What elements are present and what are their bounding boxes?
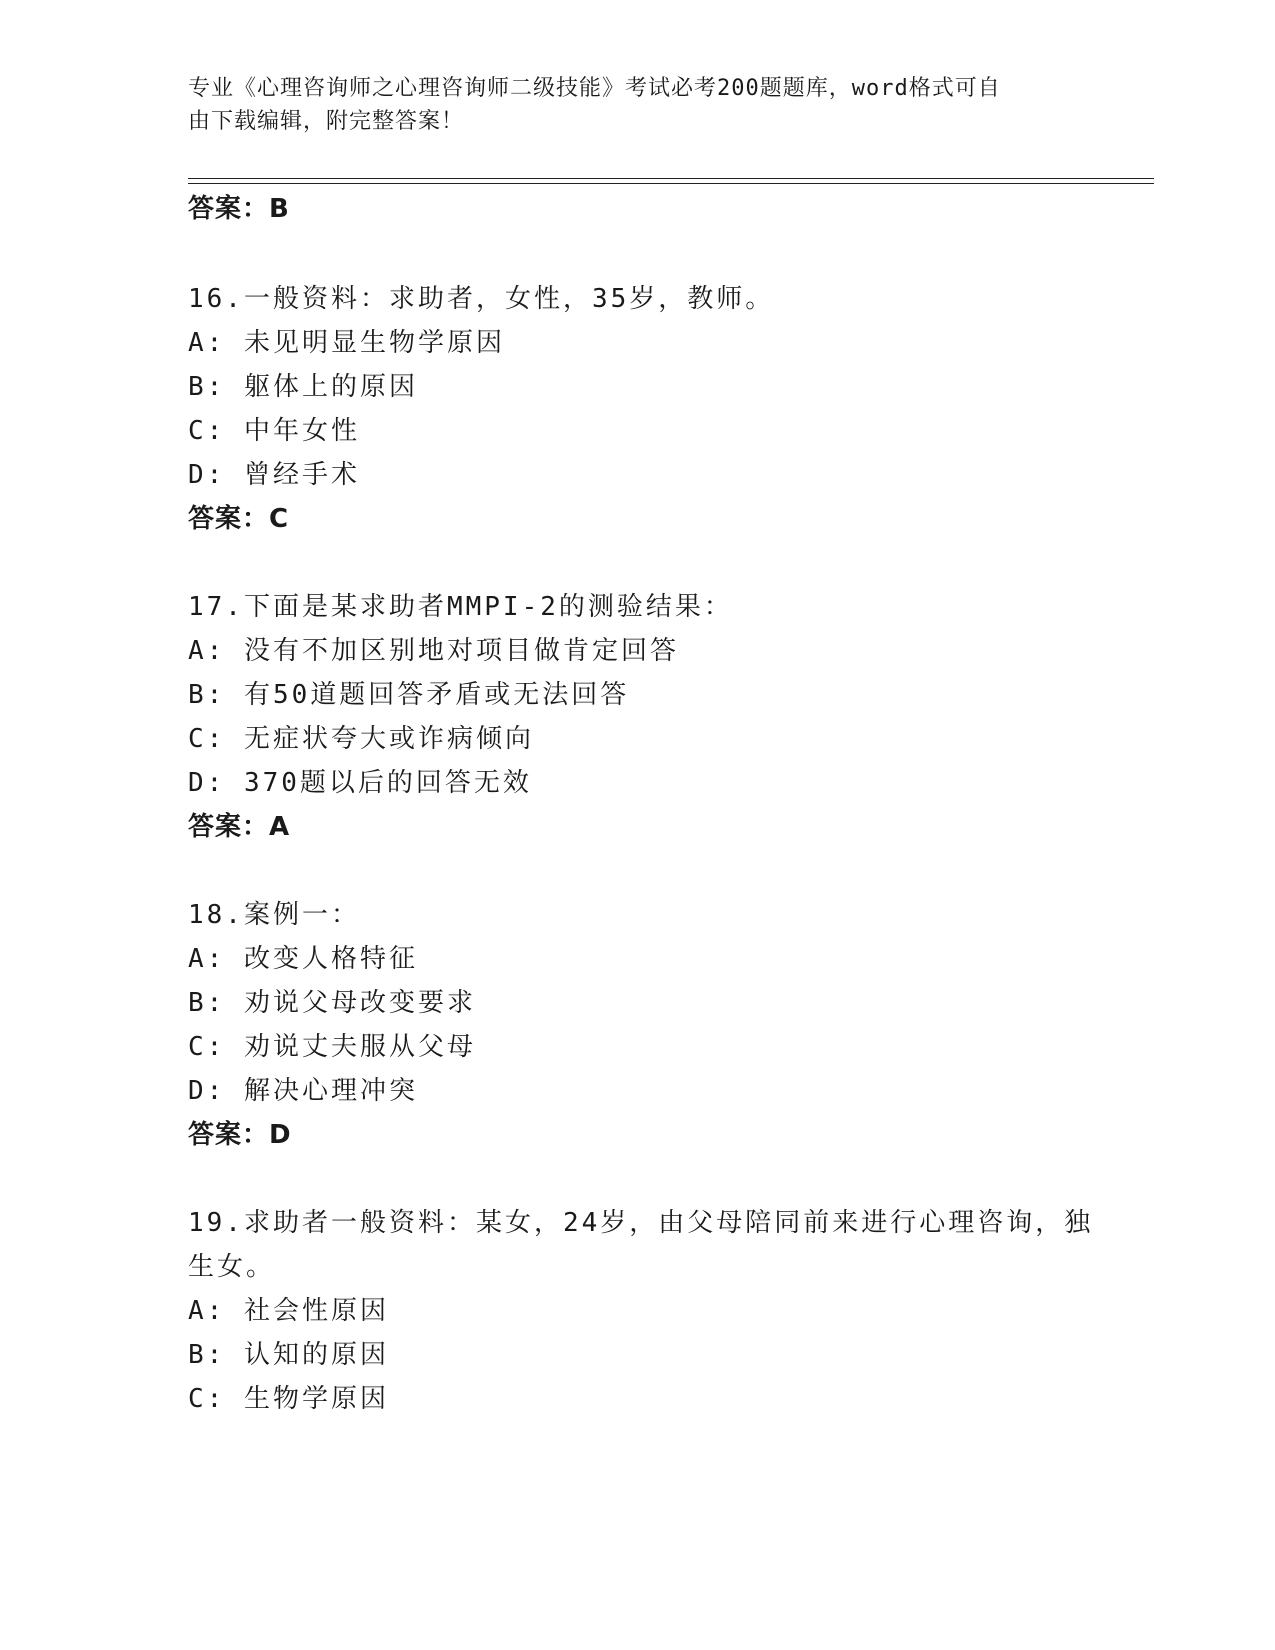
question-18-option-d: D: 解决心理冲突	[188, 1076, 418, 1106]
question-18-option-a: A: 改变人格特征	[188, 944, 418, 974]
question-17-option-c: C: 无症状夸大或诈病倾向	[188, 724, 534, 754]
question-18-option-b: B: 劝说父母改变要求	[188, 988, 476, 1018]
answer-prev: 答案：B	[188, 194, 290, 224]
question-18-answer: 答案：D	[188, 1120, 292, 1150]
question-16-answer: 答案：C	[188, 504, 290, 534]
header-line-1: 专业《心理咨询师之心理咨询师二级技能》考试必考200题题库，word格式可自	[188, 76, 1001, 101]
question-18-stem: 18.案例一：	[188, 900, 360, 930]
question-17-stem: 17.下面是某求助者MMPI-2的测验结果：	[188, 592, 733, 622]
question-17-answer: 答案：A	[188, 812, 291, 842]
question-19-option-a: A: 社会性原因	[188, 1296, 389, 1326]
question-19-stem-line-2: 生女。	[188, 1252, 276, 1282]
question-17-option-d: D: 370题以后的回答无效	[188, 768, 532, 798]
header-divider-top	[188, 178, 1154, 179]
question-19-option-c: C: 生物学原因	[188, 1384, 389, 1414]
question-17-option-a: A: 没有不加区别地对项目做肯定回答	[188, 636, 679, 666]
question-16-option-a: A: 未见明显生物学原因	[188, 328, 505, 358]
header-divider-bottom	[188, 183, 1154, 184]
question-19-stem-line-1: 19.求助者一般资料：某女，24岁，由父母陪同前来进行心理咨询，独	[188, 1208, 1094, 1238]
header-line-2: 由下载编辑，附完整答案！	[188, 109, 465, 134]
question-19-option-b: B: 认知的原因	[188, 1340, 389, 1370]
question-16-stem: 16.一般资料：求助者，女性，35岁，教师。	[188, 284, 775, 314]
question-16-option-b: B: 躯体上的原因	[188, 372, 418, 402]
question-16-option-c: C: 中年女性	[188, 416, 360, 446]
question-16-option-d: D: 曾经手术	[188, 460, 360, 490]
question-18-option-c: C: 劝说丈夫服从父母	[188, 1032, 476, 1062]
question-17-option-b: B: 有50道题回答矛盾或无法回答	[188, 680, 630, 710]
document-header	[188, 72, 1068, 138]
